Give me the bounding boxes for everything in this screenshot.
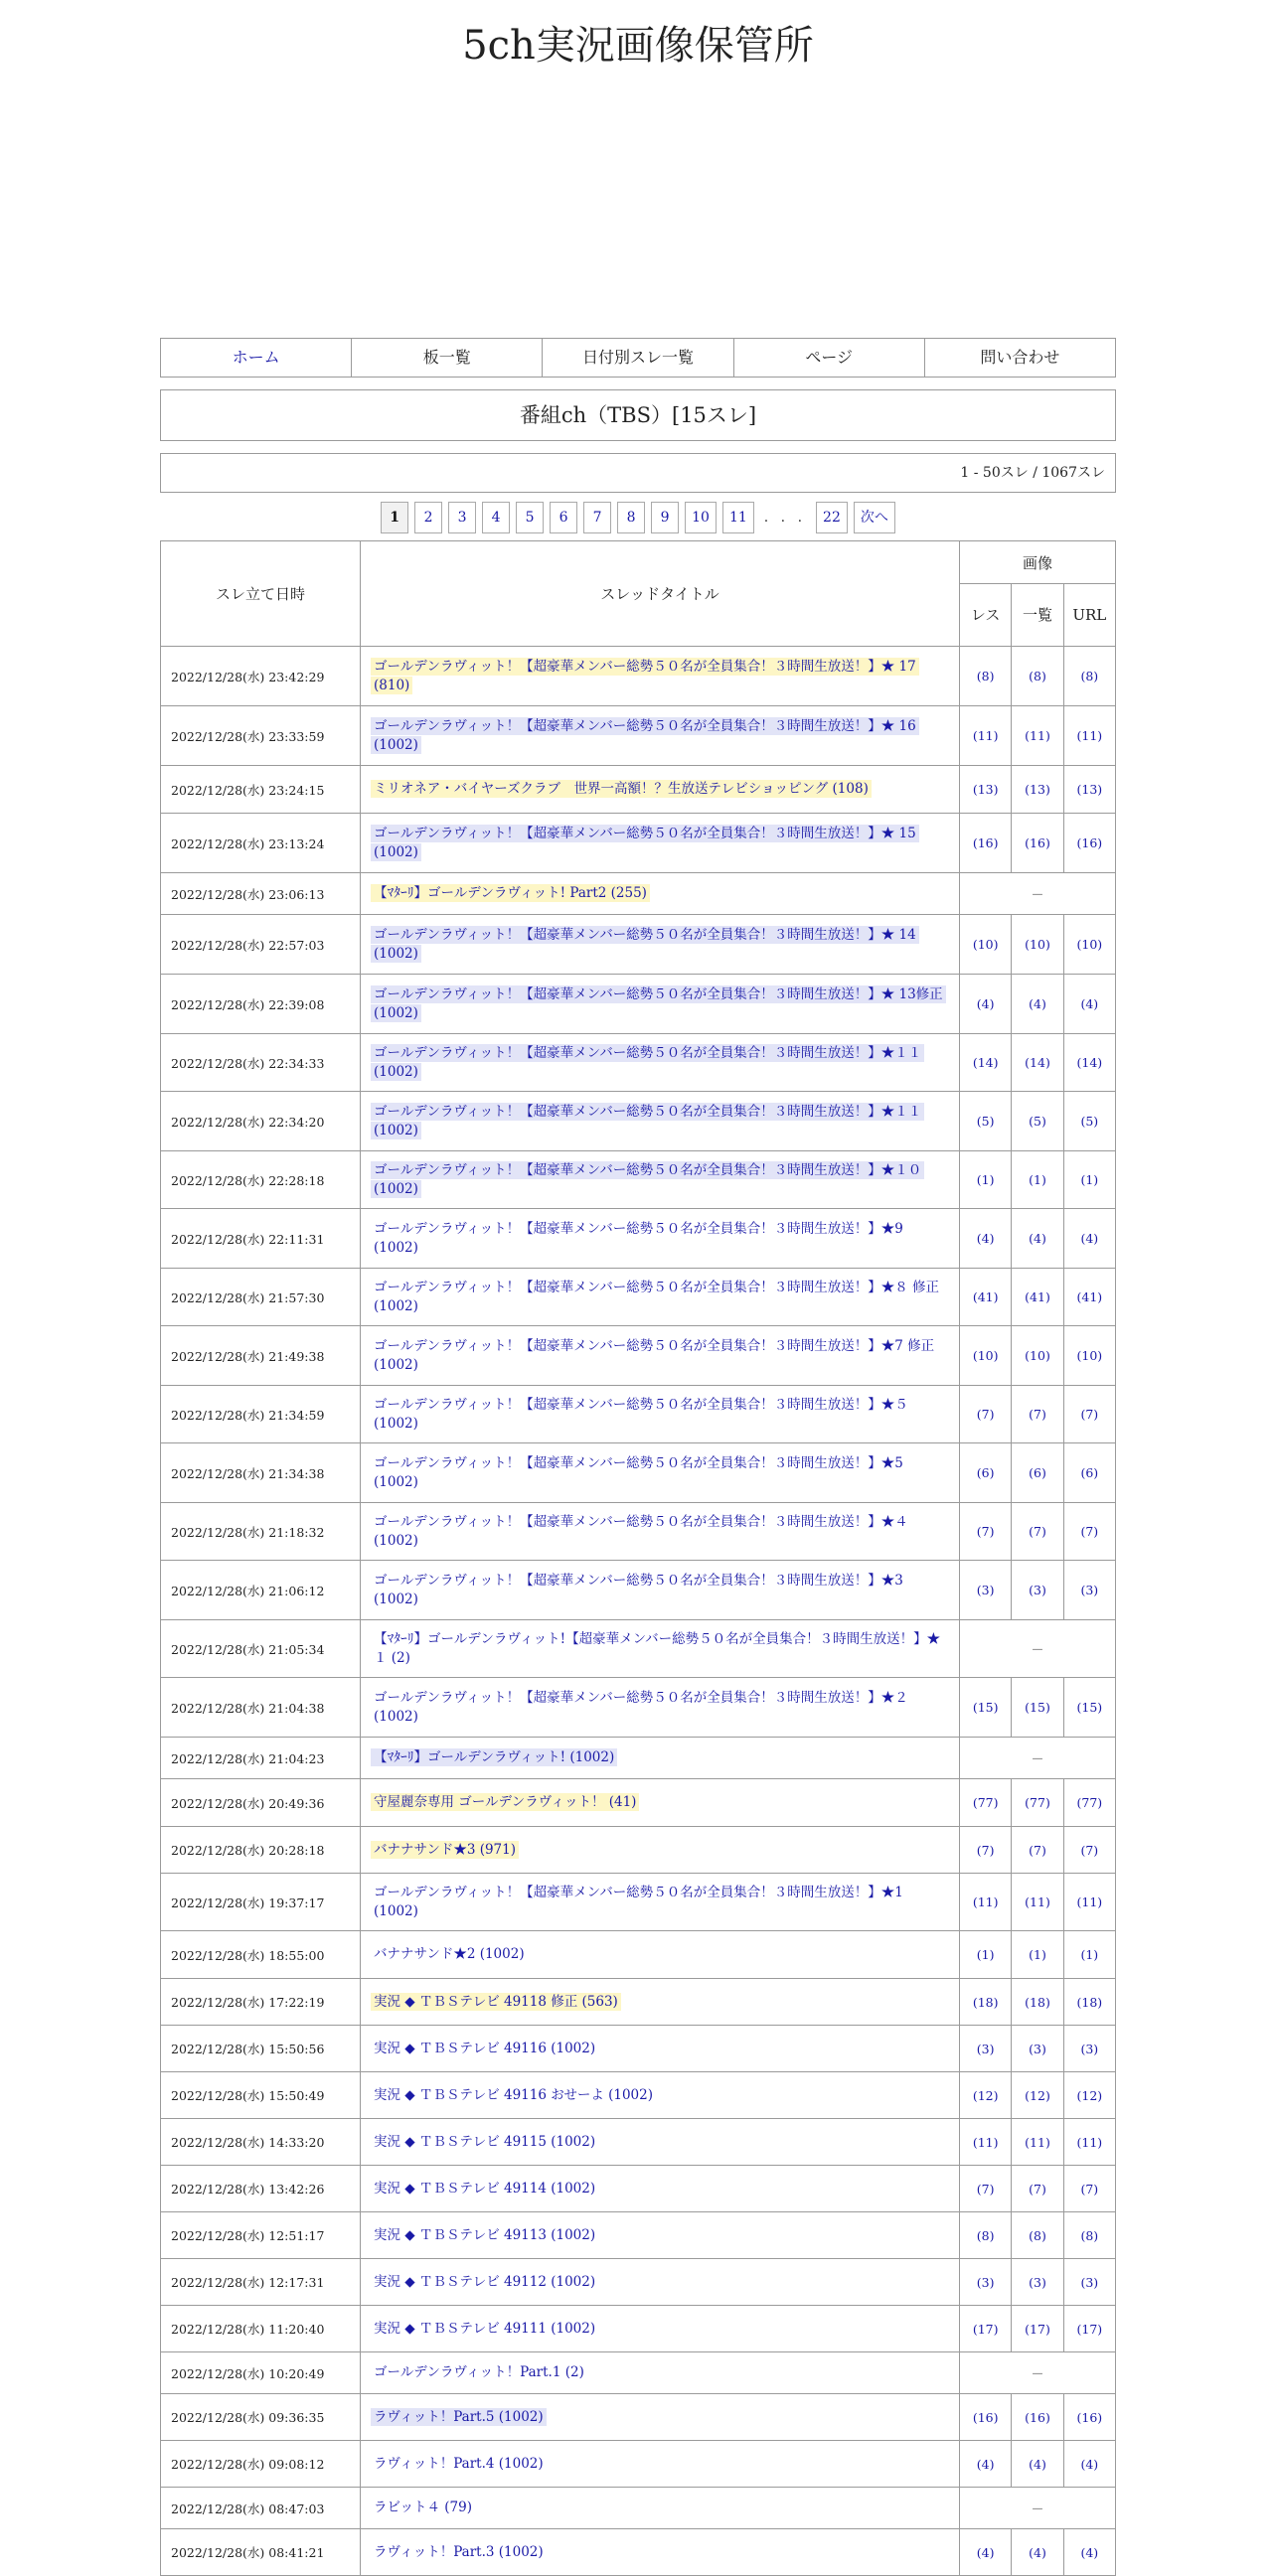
thread-date: 2022/12/28(水) 20:28:18 [161,1827,361,1874]
thread-title-link[interactable]: 実況 ◆ ＴＢＳテレビ 49116 おせーよ (1002) [374,2086,653,2103]
res-image-link[interactable]: (3) [960,1561,1012,1620]
table-row [161,1443,1116,1503]
thread-title-link[interactable]: 【ﾏﾀｰﾘ】ゴールデンラヴィット!【超豪華メンバー総勢５０名が全員集合！３時間生放送！】★１ (2) [374,1630,941,1666]
table-row [161,2026,1116,2072]
thread-date: 2022/12/28(水) 23:06:13 [161,873,361,915]
thread-date: 2022/12/28(水) 22:28:18 [161,1151,361,1209]
thread-title-link[interactable]: ゴールデンラヴィット！【超豪華メンバー総勢５０名が全員集合！３時間生放送！】★7 修正 (1002) [374,1337,935,1373]
thread-date: 2022/12/28(水) 21:04:38 [161,1678,361,1738]
res-image-link[interactable]: (7) [960,2166,1012,2212]
url-image-link[interactable]: (4) [1063,1209,1115,1269]
table-row [161,2166,1116,2212]
thread-date: 2022/12/28(水) 17:22:19 [161,1979,361,2026]
list-image-link[interactable]: (4) [1012,2529,1063,2576]
table-row [161,1092,1116,1151]
list-image-link[interactable]: (16) [1012,2394,1063,2441]
thread-title-link[interactable]: ラヴィット！Part.5 (1002) [371,2408,547,2426]
list-image-link[interactable]: (14) [1012,1034,1063,1092]
table-row [161,1034,1116,1092]
thread-title-cell [361,647,960,706]
url-image-link[interactable]: (16) [1063,814,1115,873]
list-image-link[interactable]: (10) [1012,915,1063,975]
table-row [161,814,1116,873]
main-nav [160,338,1116,378]
url-image-link[interactable]: (41) [1063,1269,1115,1326]
thread-date: 2022/12/28(水) 18:55:00 [161,1931,361,1979]
url-image-link[interactable]: (13) [1063,766,1115,814]
list-image-link[interactable]: (4) [1012,1209,1063,1269]
list-image-link[interactable]: (10) [1012,1326,1063,1386]
thread-count: 1 - 50スレ / 1067スレ [160,453,1116,493]
thread-title-cell [361,1269,960,1326]
url-image-link[interactable]: (4) [1063,975,1115,1034]
table-row [161,706,1116,766]
no-images: － [960,2352,1116,2394]
url-image-link[interactable]: (3) [1063,1561,1115,1620]
url-image-link[interactable]: (77) [1063,1779,1115,1827]
table-row [161,1269,1116,1326]
list-image-link[interactable]: (77) [1012,1779,1063,1827]
thread-title-cell [361,2352,960,2394]
thread-date: 2022/12/28(水) 14:33:20 [161,2119,361,2166]
res-image-link[interactable]: (41) [960,1269,1012,1326]
thread-title-link[interactable]: 実況 ◆ ＴＢＳテレビ 49114 (1002) [374,2180,596,2197]
res-image-link[interactable]: (5) [960,1092,1012,1151]
thread-date: 2022/12/28(水) 22:11:31 [161,1209,361,1269]
thread-date: 2022/12/28(水) 09:36:35 [161,2394,361,2441]
res-image-link[interactable]: (12) [960,2072,1012,2119]
column-header-date: スレ立て日時 [161,541,361,647]
thread-title-cell [361,1326,960,1386]
thread-date: 2022/12/28(水) 09:08:12 [161,2441,361,2488]
list-image-link[interactable]: (8) [1012,2212,1063,2259]
res-image-link[interactable]: (15) [960,1678,1012,1738]
thread-title-cell [361,1620,960,1678]
thread-title-cell [361,1561,960,1620]
thread-title-link[interactable]: ミリオネア・バイヤーズクラブ 世界一高額！？生放送テレビショッピング (108) [371,780,872,798]
thread-title-cell [361,1386,960,1443]
thread-table [160,540,1116,2576]
list-image-link[interactable]: (7) [1012,2166,1063,2212]
url-image-link[interactable]: (14) [1063,1034,1115,1092]
url-image-link[interactable]: (12) [1063,2072,1115,2119]
res-image-link[interactable]: (4) [960,2529,1012,2576]
thread-title-link[interactable]: 実況 ◆ ＴＢＳテレビ 49112 (1002) [374,2273,596,2290]
res-image-link[interactable]: (11) [960,2119,1012,2166]
thread-title-link[interactable]: ラヴィット！Part.4 (1002) [374,2455,544,2472]
url-image-link[interactable]: (11) [1063,706,1115,766]
page-ellipsis: . . . [763,510,807,526]
list-image-link[interactable]: (7) [1012,1386,1063,1443]
res-image-link[interactable]: (7) [960,1503,1012,1561]
res-image-link[interactable]: (14) [960,1034,1012,1092]
thread-title-cell [361,1827,960,1874]
thread-title-cell [361,2441,960,2488]
column-header-res: レス [960,584,1012,647]
table-row [161,2441,1116,2488]
list-image-link[interactable]: (18) [1012,1979,1063,2026]
thread-title-link[interactable]: ゴールデンラヴィット！【超豪華メンバー総勢５０名が全員集合！３時間生放送！】★3 (1002) [374,1572,903,1607]
table-row [161,975,1116,1034]
list-image-link[interactable]: (3) [1012,2026,1063,2072]
table-row [161,1738,1116,1779]
thread-date: 2022/12/28(水) 13:42:26 [161,2166,361,2212]
table-row [161,1503,1116,1561]
table-row [161,1326,1116,1386]
thread-title-cell [361,1092,960,1151]
res-image-link[interactable]: (4) [960,975,1012,1034]
table-row [161,2212,1116,2259]
res-image-link[interactable]: (1) [960,1151,1012,1209]
thread-title-link[interactable]: ゴールデンラヴィット！【超豪華メンバー総勢５０名が全員集合！３時間生放送！】★８ 修正 (1002) [374,1279,939,1314]
thread-title-link[interactable]: ゴールデンラヴィット！【超豪華メンバー総勢５０名が全員集合！３時間生放送！】★5 (1002) [374,1454,903,1490]
thread-title-link[interactable]: ゴールデンラヴィット！【超豪華メンバー総勢５０名が全員集合！３時間生放送！】★４ (1002) [374,1513,908,1549]
thread-title-link[interactable]: 実況 ◆ ＴＢＳテレビ 49113 (1002) [374,2226,596,2243]
url-image-link[interactable]: (7) [1063,2166,1115,2212]
url-image-link[interactable]: (4) [1063,2529,1115,2576]
page-link-8[interactable]: 8 [617,502,645,533]
table-row [161,1386,1116,1443]
thread-date: 2022/12/28(水) 23:24:15 [161,766,361,814]
list-image-link[interactable]: (8) [1012,647,1063,706]
thread-title-link[interactable]: 【ﾏﾀｰﾘ】ゴールデンラヴィット! Part2 (255) [371,884,650,902]
url-image-link[interactable]: (16) [1063,2394,1115,2441]
url-image-link[interactable]: (7) [1063,1386,1115,1443]
res-image-link[interactable]: (10) [960,915,1012,975]
thread-title-link[interactable]: ゴールデンラヴィット！【超豪華メンバー総勢５０名が全員集合！３時間生放送！】★１０ (1002) [371,1161,924,1198]
table-row [161,766,1116,814]
list-image-link[interactable]: (1) [1012,1151,1063,1209]
thread-date: 2022/12/28(水) 12:51:17 [161,2212,361,2259]
res-image-link[interactable]: (11) [960,706,1012,766]
thread-title-cell [361,814,960,873]
page-link-1[interactable]: 1 [381,502,408,533]
thread-title-cell [361,1738,960,1779]
table-row [161,1931,1116,1979]
res-image-link[interactable]: (17) [960,2306,1012,2352]
url-image-link[interactable]: (3) [1063,2026,1115,2072]
main-content [160,338,1116,2576]
thread-date: 2022/12/28(水) 22:57:03 [161,915,361,975]
thread-title-cell [361,766,960,814]
list-image-link[interactable]: (7) [1012,1503,1063,1561]
thread-date: 2022/12/28(水) 08:41:21 [161,2529,361,2576]
list-image-link[interactable]: (7) [1012,1827,1063,1874]
list-image-link[interactable]: (3) [1012,1561,1063,1620]
thread-title-cell [361,2394,960,2441]
url-image-link[interactable]: (5) [1063,1092,1115,1151]
thread-date: 2022/12/28(水) 21:05:34 [161,1620,361,1678]
thread-title-cell [361,1443,960,1503]
next-page-button[interactable]: 次へ [854,502,895,533]
thread-title-cell [361,2026,960,2072]
page-link-5[interactable]: 5 [516,502,544,533]
table-row [161,1561,1116,1620]
res-image-link[interactable]: (4) [960,2441,1012,2488]
thread-title-link[interactable]: 守屋麗奈専用 ゴールデンラヴィット！ (41) [371,1793,639,1811]
res-image-link[interactable]: (16) [960,2394,1012,2441]
thread-date: 2022/12/28(水) 12:17:31 [161,2259,361,2306]
pagination [160,501,1116,534]
table-row [161,1779,1116,1827]
list-image-link[interactable]: (15) [1012,1678,1063,1738]
thread-title-link[interactable]: ラビット４ (79) [374,2500,472,2515]
table-row [161,1151,1116,1209]
column-header-title: スレッドタイトル [361,541,960,647]
list-image-link[interactable]: (11) [1012,1874,1063,1931]
res-image-link[interactable]: (13) [960,766,1012,814]
thread-title-cell [361,1151,960,1209]
thread-title-cell [361,873,960,915]
thread-title-link[interactable]: バナナサンド★2 (1002) [374,1946,525,1962]
thread-title-cell [361,2119,960,2166]
table-row [161,2529,1116,2576]
url-image-link[interactable]: (4) [1063,2441,1115,2488]
thread-title-link[interactable]: ゴールデンラヴィット！【超豪華メンバー総勢５０名が全員集合！３時間生放送！】★１１ (1002) [371,1103,924,1139]
list-image-link[interactable]: (11) [1012,2119,1063,2166]
page-link-6[interactable]: 6 [550,502,577,533]
res-image-link[interactable]: (16) [960,814,1012,873]
thread-title-cell [361,2306,960,2352]
table-row [161,2488,1116,2529]
thread-date: 2022/12/28(水) 21:49:38 [161,1326,361,1386]
res-image-link[interactable]: (4) [960,1209,1012,1269]
url-image-link[interactable]: (10) [1063,915,1115,975]
page-link-2[interactable]: 2 [414,502,442,533]
list-image-link[interactable]: (13) [1012,766,1063,814]
res-image-link[interactable]: (1) [960,1931,1012,1979]
url-image-link[interactable]: (3) [1063,2259,1115,2306]
thread-date: 2022/12/28(水) 10:20:49 [161,2352,361,2394]
url-image-link[interactable]: (1) [1063,1151,1115,1209]
list-image-link[interactable]: (41) [1012,1269,1063,1326]
url-image-link[interactable]: (10) [1063,1326,1115,1386]
thread-date: 2022/12/28(水) 08:47:03 [161,2488,361,2529]
page-link-7[interactable]: 7 [583,502,611,533]
thread-title-cell [361,975,960,1034]
thread-date: 2022/12/28(水) 22:39:08 [161,975,361,1034]
list-image-link[interactable]: (3) [1012,2259,1063,2306]
page-link-3[interactable]: 3 [448,502,476,533]
res-image-link[interactable]: (7) [960,1386,1012,1443]
url-image-link[interactable]: (8) [1063,2212,1115,2259]
thread-date: 2022/12/28(水) 15:50:56 [161,2026,361,2072]
ad-space [0,81,1276,338]
thread-title-link[interactable]: ラヴィット！Part.3 (1002) [374,2543,544,2560]
no-images: － [960,2488,1116,2529]
thread-title-link[interactable]: ゴールデンラヴィット！【超豪華メンバー総勢５０名が全員集合！３時間生放送！】★ 13修正 (1002) [371,985,946,1022]
table-row [161,1678,1116,1738]
table-row [161,873,1116,915]
res-image-link[interactable]: (18) [960,1979,1012,2026]
no-images: － [960,1738,1116,1779]
thread-title-cell [361,1209,960,1269]
table-row [161,2306,1116,2352]
thread-title-link[interactable]: ゴールデンラヴィット！【超豪華メンバー総勢５０名が全員集合！３時間生放送！】★ 15 (1002) [371,825,919,861]
thread-title-link[interactable]: 実況 ◆ ＴＢＳテレビ 49111 (1002) [374,2320,596,2337]
nav-home[interactable]: ホーム [161,339,352,377]
table-row [161,1827,1116,1874]
url-image-link[interactable]: (11) [1063,2119,1115,2166]
url-image-link[interactable]: (7) [1063,1503,1115,1561]
thread-title-link[interactable]: ゴールデンラヴィット！【超豪華メンバー総勢５０名が全員集合！３時間生放送！】★２ (1002) [374,1689,908,1725]
table-row [161,1209,1116,1269]
table-row [161,1979,1116,2026]
list-image-link[interactable]: (5) [1012,1092,1063,1151]
thread-date: 2022/12/28(水) 21:18:32 [161,1503,361,1561]
column-header-images: 画像 [960,541,1116,584]
thread-date: 2022/12/28(水) 23:13:24 [161,814,361,873]
table-row [161,1874,1116,1931]
res-image-link[interactable]: (3) [960,2259,1012,2306]
page-link-9[interactable]: 9 [651,502,679,533]
url-image-link[interactable]: (15) [1063,1678,1115,1738]
thread-date: 2022/12/28(水) 21:34:59 [161,1386,361,1443]
no-images: － [960,1620,1116,1678]
thread-title-cell [361,2166,960,2212]
list-image-link[interactable]: (12) [1012,2072,1063,2119]
thread-title-link[interactable]: 【ﾏﾀｰﾘ】ゴールデンラヴィット! (1002) [371,1748,617,1766]
thread-title-link[interactable]: バナナサンド★3 (971) [371,1841,519,1859]
thread-title-link[interactable]: ゴールデンラヴィット！【超豪華メンバー総勢５０名が全員集合！３時間生放送！】★ 16 (1002) [371,717,919,754]
res-image-link[interactable]: (3) [960,2026,1012,2072]
url-image-link[interactable]: (17) [1063,2306,1115,2352]
thread-title-link[interactable]: ゴールデンラヴィット！【超豪華メンバー総勢５０名が全員集合！３時間生放送！】★５ (1002) [374,1396,908,1432]
res-image-link[interactable]: (11) [960,1874,1012,1931]
column-header-url: URL [1063,584,1115,647]
thread-date: 2022/12/28(水) 19:37:17 [161,1874,361,1931]
thread-date: 2022/12/28(水) 21:04:23 [161,1738,361,1779]
res-image-link[interactable]: (77) [960,1779,1012,1827]
url-image-link[interactable]: (18) [1063,1979,1115,2026]
nav-contact[interactable]: 問い合わせ [980,348,1060,367]
url-image-link[interactable]: (1) [1063,1931,1115,1979]
list-image-link[interactable]: (6) [1012,1443,1063,1503]
res-image-link[interactable]: (10) [960,1326,1012,1386]
res-image-link[interactable]: (6) [960,1443,1012,1503]
thread-title-link[interactable]: ゴールデンラヴィット！【超豪華メンバー総勢５０名が全員集合！３時間生放送！】★1 (1002) [374,1884,903,1919]
table-row [161,2072,1116,2119]
thread-title-link[interactable]: 実況 ◆ ＴＢＳテレビ 49116 (1002) [374,2040,596,2056]
thread-title-cell [361,1874,960,1931]
board-title: 番組ch（TBS）[15スレ] [160,389,1116,441]
no-images: － [960,873,1116,915]
thread-title-cell [361,706,960,766]
column-header-list: 一覧 [1012,584,1063,647]
thread-title-cell [361,1503,960,1561]
thread-title-link[interactable]: ゴールデンラヴィット！【超豪華メンバー総勢５０名が全員集合！３時間生放送！】★9 (1002) [374,1220,903,1256]
nav-threads-by-date[interactable]: 日付別スレ一覧 [543,339,733,377]
table-row [161,2259,1116,2306]
thread-title-cell [361,1034,960,1092]
thread-title-link[interactable]: ゴールデンラヴィット！Part.1 (2) [374,2364,584,2380]
res-image-link[interactable]: (8) [960,647,1012,706]
page-link-11[interactable]: 11 [722,502,754,533]
thread-date: 2022/12/28(水) 23:42:29 [161,647,361,706]
thread-date: 2022/12/28(水) 20:49:36 [161,1779,361,1827]
thread-title-cell [361,2488,960,2529]
thread-date: 2022/12/28(水) 23:33:59 [161,706,361,766]
thread-title-cell [361,2259,960,2306]
table-row [161,2119,1116,2166]
thread-title-cell [361,1779,960,1827]
nav-pages[interactable]: ページ [734,339,925,377]
thread-title-cell [361,1678,960,1738]
table-row [161,2352,1116,2394]
table-row [161,2394,1116,2441]
url-image-link[interactable]: (7) [1063,1827,1115,1874]
thread-date: 2022/12/28(水) 22:34:20 [161,1092,361,1151]
thread-title-cell [361,2072,960,2119]
thread-title-link[interactable]: ゴールデンラヴィット！【超豪華メンバー総勢５０名が全員集合！３時間生放送！】★ 14 (1002) [371,926,919,963]
list-image-link[interactable]: (4) [1012,975,1063,1034]
thread-date: 2022/12/28(水) 22:34:33 [161,1034,361,1092]
table-row [161,647,1116,706]
thread-title-cell [361,1979,960,2026]
thread-date: 2022/12/28(水) 21:06:12 [161,1561,361,1620]
thread-title-link[interactable]: 実況 ◆ ＴＢＳテレビ 49118 修正 (563) [371,1993,621,2011]
thread-title-cell [361,1931,960,1979]
thread-title-cell [361,915,960,975]
list-image-link[interactable]: (17) [1012,2306,1063,2352]
table-row [161,1620,1116,1678]
url-image-link[interactable]: (6) [1063,1443,1115,1503]
thread-title-cell [361,2529,960,2576]
thread-date: 2022/12/28(水) 21:57:30 [161,1269,361,1326]
site-title: 5ch実況画像保管所 [462,23,814,69]
page-link-last[interactable]: 22 [816,502,848,533]
nav-board-list[interactable]: 板一覧 [352,339,543,377]
thread-title-cell [361,2212,960,2259]
thread-title-link[interactable]: ゴールデンラヴィット！【超豪華メンバー総勢５０名が全員集合！３時間生放送！】★１１ (1002) [371,1044,924,1081]
res-image-link[interactable]: (7) [960,1827,1012,1874]
list-image-link[interactable]: (16) [1012,814,1063,873]
thread-date: 2022/12/28(水) 11:20:40 [161,2306,361,2352]
thread-title-link[interactable]: 実況 ◆ ＴＢＳテレビ 49115 (1002) [374,2133,596,2150]
list-image-link[interactable]: (11) [1012,706,1063,766]
table-row [161,915,1116,975]
thread-date: 2022/12/28(水) 15:50:49 [161,2072,361,2119]
url-image-link[interactable]: (8) [1063,647,1115,706]
list-image-link[interactable]: (1) [1012,1931,1063,1979]
res-image-link[interactable]: (8) [960,2212,1012,2259]
page-link-10[interactable]: 10 [685,502,717,533]
list-image-link[interactable]: (4) [1012,2441,1063,2488]
page-link-4[interactable]: 4 [482,502,510,533]
url-image-link[interactable]: (11) [1063,1874,1115,1931]
thread-title-link[interactable]: ゴールデンラヴィット！【超豪華メンバー総勢５０名が全員集合！３時間生放送！】★ 17 (810) [371,658,919,694]
thread-date: 2022/12/28(水) 21:34:38 [161,1443,361,1503]
